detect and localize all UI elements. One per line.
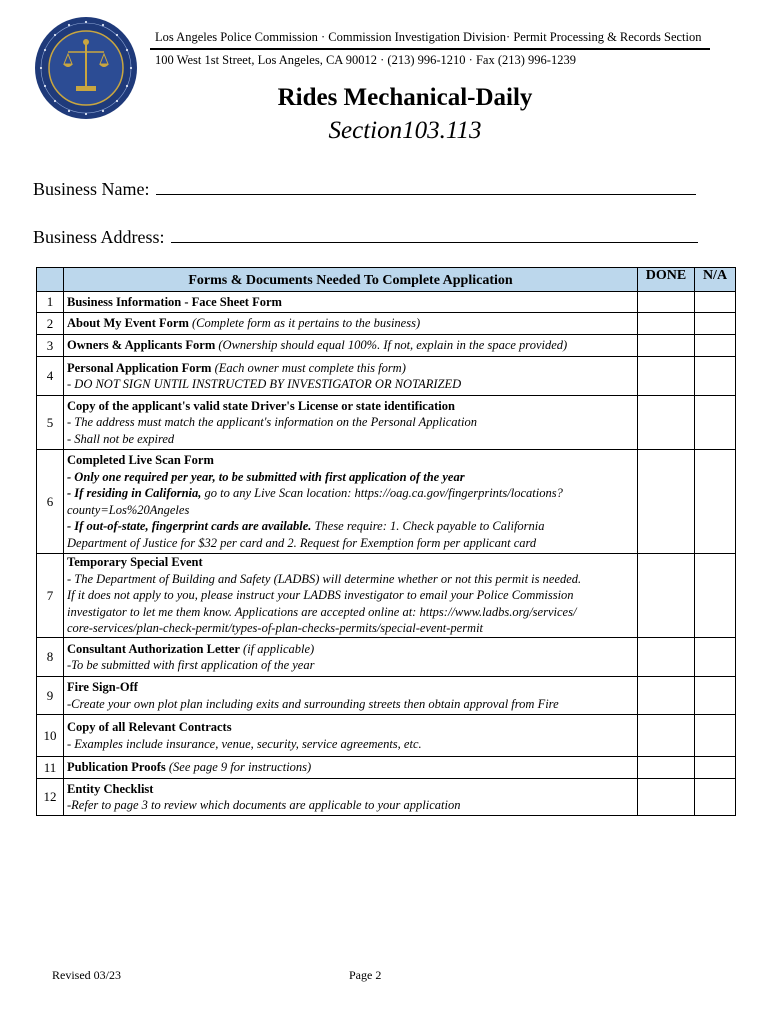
row-detail: Department of Justice for $32 per card and 2. Request for Exemption form per applicant card [67, 535, 537, 550]
row-note: (Each owner must complete this form) [214, 360, 406, 375]
na-checkbox[interactable] [695, 677, 736, 715]
row-description [64, 677, 638, 715]
na-checkbox[interactable] [695, 396, 736, 450]
header-na: N/A [695, 268, 736, 292]
row-number: 5 [37, 396, 64, 450]
row-description [64, 715, 638, 757]
done-checkbox[interactable] [638, 357, 695, 396]
table-row [37, 313, 736, 335]
page-title: Rides Mechanical-Daily [277, 84, 533, 111]
table-row [37, 292, 736, 313]
done-checkbox[interactable] [638, 779, 695, 816]
done-checkbox[interactable] [638, 677, 695, 715]
row-title: Temporary Special Event [67, 555, 203, 570]
header-num-cell [37, 268, 64, 292]
row-detail: - Shall not be expired [67, 431, 175, 446]
row-description [64, 638, 638, 677]
na-checkbox[interactable] [695, 292, 736, 313]
row-number: 1 [37, 292, 64, 313]
na-checkbox[interactable] [695, 715, 736, 757]
done-checkbox[interactable] [638, 757, 695, 779]
table-row [37, 554, 736, 638]
row-detail: investigator to let me them know. Applications are accepted online at: https://www.ladbs.org/services/ [67, 604, 577, 619]
row-detail: - Only one required per year, to be submitted with first application of the year [67, 469, 465, 484]
row-number: 8 [37, 638, 64, 677]
header-agency-line: Los Angeles Police Commission · Commission Investigation Division· Permit Processing & Records Section [155, 30, 702, 44]
row-title: Owners & Applicants Form [67, 338, 216, 353]
page-subtitle: Section103.113 [328, 117, 482, 144]
row-note: (Ownership should equal 100%. If not, explain in the space provided) [218, 338, 568, 353]
na-checkbox[interactable] [695, 638, 736, 677]
header-done: DONE [638, 268, 695, 292]
table-row [37, 396, 736, 450]
row-note: (See page 9 for instructions) [168, 760, 312, 775]
row-detail-emphasis: - If residing in California, [67, 486, 202, 500]
done-checkbox[interactable] [638, 396, 695, 450]
row-number: 6 [37, 450, 64, 554]
row-description [64, 757, 638, 779]
row-number: 12 [37, 779, 64, 816]
row-title: Consultant Authorization Letter [67, 641, 240, 656]
row-detail: county=Los%20Angeles [67, 502, 190, 517]
row-detail: - DO NOT SIGN UNTIL INSTRUCTED BY INVESTIGATOR OR NOTARIZED [67, 377, 462, 391]
table-row [37, 357, 736, 396]
row-note: (if applicable) [243, 641, 315, 656]
row-number: 11 [37, 757, 64, 779]
table-row [37, 450, 736, 554]
row-title: Copy of all Relevant Contracts [67, 720, 232, 734]
row-description [64, 779, 638, 816]
na-checkbox[interactable] [695, 357, 736, 396]
business-address-field[interactable] [33, 226, 698, 248]
row-detail: go to any Live Scan location: https://oag.ca.gov/fingerprints/locations? [204, 486, 563, 500]
row-title: Copy of the applicant's valid state Driver's License or state identification [67, 398, 455, 413]
row-title: Publication Proofs [67, 760, 166, 775]
row-description [64, 313, 638, 335]
na-checkbox[interactable] [695, 313, 736, 335]
row-detail-emphasis: - If out-of-state, fingerprint cards are available. [67, 519, 312, 533]
revision-date: Revised 03/23 [52, 968, 121, 982]
page-number: Page 2 [349, 968, 382, 982]
row-number: 3 [37, 335, 64, 357]
row-detail: - The address must match the applicant's information on the Personal Application [67, 415, 477, 430]
table-row [37, 335, 736, 357]
row-detail: -To be submitted with first application of the year [67, 658, 315, 672]
row-title: Personal Application Form [67, 360, 212, 375]
row-title: Entity Checklist [67, 781, 154, 796]
row-number: 2 [37, 313, 64, 335]
na-checkbox[interactable] [695, 757, 736, 779]
row-description [64, 357, 638, 396]
table-header-row [37, 268, 736, 292]
header-documents: Forms & Documents Needed To Complete Application [64, 268, 638, 292]
header-rule [150, 48, 710, 50]
row-number: 4 [37, 357, 64, 396]
table-row [37, 757, 736, 779]
row-note: (Complete form as it pertains to the business) [192, 316, 421, 331]
row-number: 7 [37, 554, 64, 638]
row-title: About My Event Form [67, 316, 189, 331]
business-address-label: Business Address: [33, 227, 165, 247]
business-name-label: Business Name: [33, 179, 150, 199]
done-checkbox[interactable] [638, 335, 695, 357]
row-number: 10 [37, 715, 64, 757]
row-detail: -Create your own plot plan including exits and surrounding streets then obtain approval from Fire [67, 696, 559, 711]
done-checkbox[interactable] [638, 638, 695, 677]
na-checkbox[interactable] [695, 779, 736, 816]
done-checkbox[interactable] [638, 554, 695, 638]
row-detail: If it does not apply to you, please instruct your LADBS investigator to email your Police Commission [67, 588, 574, 603]
row-title: Fire Sign-Off [67, 680, 138, 694]
done-checkbox[interactable] [638, 313, 695, 335]
row-detail: -Refer to page 3 to review which documents are applicable to your application [67, 798, 461, 812]
done-checkbox[interactable] [638, 715, 695, 757]
row-description [64, 396, 638, 450]
table-row [37, 715, 736, 757]
row-description [64, 554, 638, 638]
row-number: 9 [37, 677, 64, 715]
table-row [37, 638, 736, 677]
row-title: Completed Live Scan Form [67, 453, 214, 467]
done-checkbox[interactable] [638, 450, 695, 554]
business-name-line[interactable] [156, 178, 696, 195]
done-checkbox[interactable] [638, 292, 695, 313]
row-detail: These require: 1. Check payable to California [314, 519, 545, 533]
na-checkbox[interactable] [695, 554, 736, 638]
business-address-line[interactable] [171, 226, 698, 243]
row-description [64, 292, 638, 313]
row-detail: - Examples include insurance, venue, security, service agreements, etc. [67, 736, 422, 751]
row-description [64, 450, 638, 554]
row-description [64, 335, 638, 357]
business-name-field[interactable] [33, 178, 696, 200]
na-checkbox[interactable] [695, 335, 736, 357]
row-title: Business Information - Face Sheet Form [67, 294, 282, 309]
table-row [37, 677, 736, 715]
documents-checklist-table [36, 267, 736, 816]
row-detail: - The Department of Building and Safety (LADBS) will determine whether or not this permit is needed. [67, 571, 582, 586]
header-address-line: 100 West 1st Street, Los Angeles, CA 90012 · (213) 996-1210 · Fax (213) 996-1239 [155, 53, 576, 67]
na-checkbox[interactable] [695, 450, 736, 554]
row-detail: core-services/plan-check-permit/types-of-plan-checks-permits/special-event-permit [67, 621, 484, 636]
table-row [37, 779, 736, 816]
